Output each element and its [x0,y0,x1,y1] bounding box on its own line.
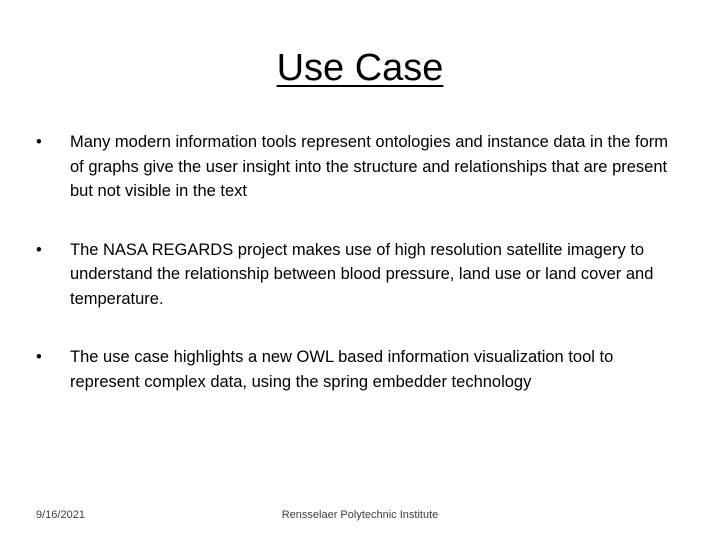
slide-title-text: Use Case [276,47,444,89]
footer-date: 9/16/2021 [36,509,85,521]
bullet-dot-icon: • [36,133,42,151]
bullet-item [36,130,686,204]
bullet-text: The use case highlights a new OWL based information visualization tool to represent complex data, using the spring embedder technology [70,348,614,391]
bullet-item [36,345,686,394]
bullet-list [36,130,686,428]
footer-organization: Rensselaer Polytechnic Institute [281,509,439,521]
slide-title [0,44,720,92]
bullet-dot-icon: • [36,348,42,366]
bullet-dot-icon: • [36,240,42,259]
bullet-text: The NASA REGARDS project makes use of high resolution satellite imagery to understand the relationship between blood pressure, land use or land cover and temperature. [70,240,654,308]
bullet-item [36,238,686,312]
bullet-text: Many modern information tools represent ontologies and instance data in the form of graphs give the user insight into the structure and relationships that are present but not visible in the text [70,133,669,200]
